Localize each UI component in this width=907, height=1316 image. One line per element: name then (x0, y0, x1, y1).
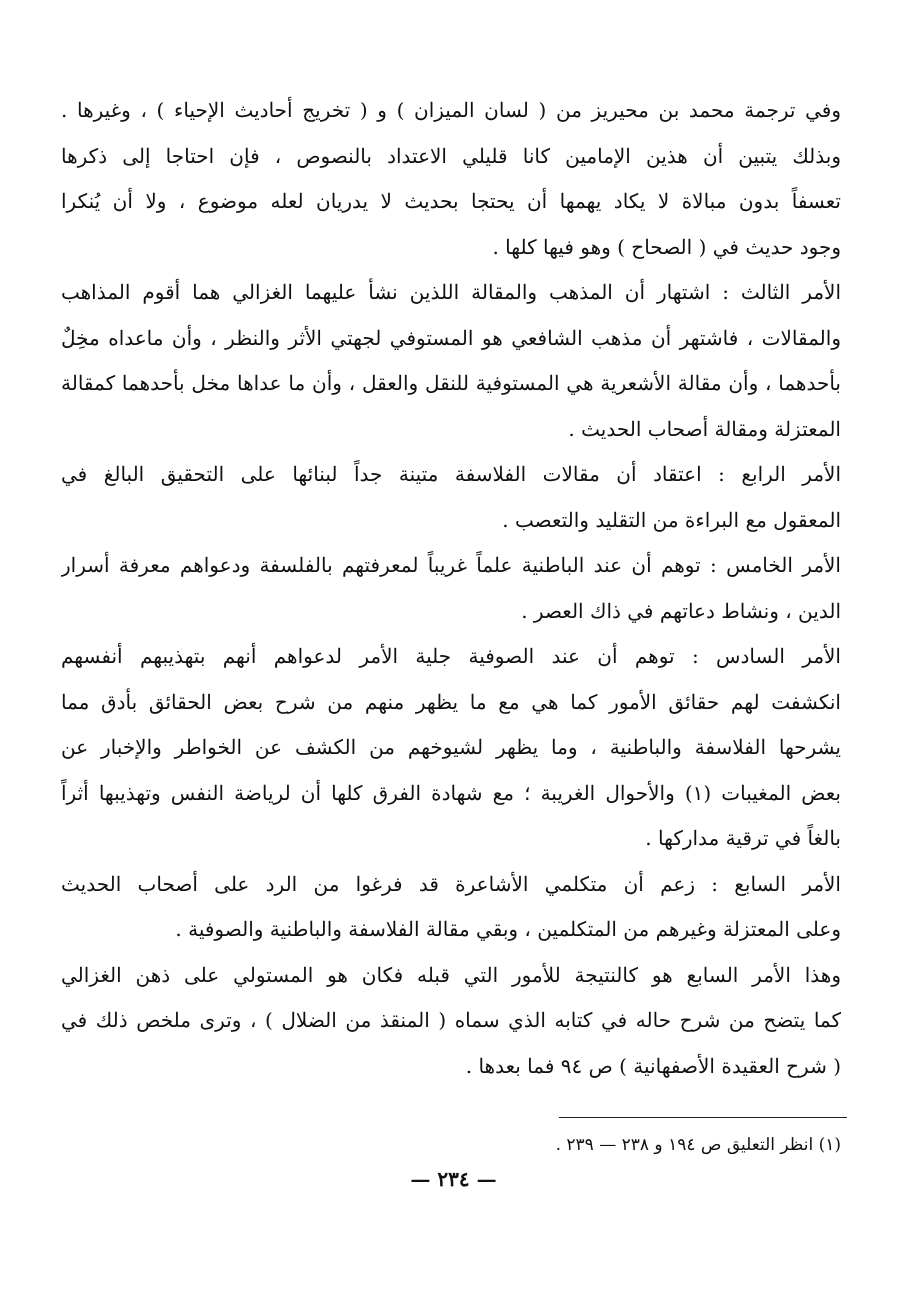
text-line: وعلى المعتزلة وغيرهم من المتكلمين ، وبقي مقالة الفلاسفة والباطنية والصوفية . (175, 917, 841, 941)
text-line: الأمر الثالث : اشتهار أن المذهب والمقالة اللذين نشأ عليهما الغزالي هما أقوم المذاهب (61, 280, 841, 304)
page-number: — ٢٣٤ — (410, 1167, 497, 1191)
text-line: انكشفت لهم حقائق الأمور كما هي مع ما يظهر منهم من شرح بعض الحقائق بأدق مما (61, 689, 841, 714)
text-line: الأمر السادس : توهم أن عند الصوفية جلية الأمر لدعواهم أنهم بتهذيبهم أنفسهم (61, 644, 841, 668)
text-line: المعقول مع البراءة من التقليد والتعصب . (502, 507, 841, 532)
text-line: وفي ترجمة محمد بن محيريز من ( لسان الميزان ) و ( تخريج أحاديث الإحياء ) ، وغيرها . (61, 98, 841, 122)
text-line: وهذا الأمر السابع هو كالنتيجة للأمور التي قبله فكان هو المستولي على ذهن الغزالي (61, 962, 841, 987)
text-line: ( شرح العقيدة الأصفهانية ) ص ٩٤ فما بعدها . (465, 1053, 841, 1078)
text-line: تعسفاً بدون مبالاة لا يكاد يهمها أن يحتجا بحديث لا يدريان لعله موضوع ، ولا أن يُنكرا (61, 189, 841, 213)
text-line: يشرحها الفلاسفة والباطنية ، وما يظهر لشيوخهم من الكشف عن الخواطر والإخبار عن (61, 735, 841, 759)
text-line: الدين ، ونشاط دعاتهم في ذاك العصر . (521, 598, 841, 623)
text-line: الأمر السابع : زعم أن متكلمي الأشاعرة قد فرغوا من الرد على أصحاب الحديث (61, 871, 841, 896)
footnote-divider (559, 1117, 847, 1118)
text-line: وبذلك يتبين أن هذين الإمامين كانا قليلي الاعتداد بالنصوص ، فإن احتاجا إلى ذكرها (61, 143, 841, 168)
text-line: الأمر الرابع : اعتقاد أن مقالات الفلاسفة متينة جداً لبنائها على التحقيق البالغ في (61, 462, 841, 486)
text-line: وجود حديث في ( الصحاح ) وهو فيها كلها . (492, 234, 841, 259)
text-line: بأحدهما ، وأن مقالة الأشعرية هي المستوفية للنقل والعقل ، وأن ما عداها مخل بأحدهما كمقالة (61, 371, 841, 395)
main-text-block (61, 88, 841, 1089)
text-line: بالغاً في ترقية مداركها . (645, 826, 841, 850)
text-line: كما يتضح من شرح حاله في كتابه الذي سماه ( المنقذ من الضلال ) ، وترى ملخص ذلك في (61, 1008, 841, 1032)
text-line: المعتزلة ومقالة أصحاب الحديث . (568, 416, 841, 441)
footnote: (١) انظر التعليق ص ١٩٤ و ٢٣٨ — ٢٣٩ . (555, 1135, 841, 1155)
text-line: والمقالات ، فاشتهر أن مذهب الشافعي هو المستوفي لجهتي الأثر والنظر ، وأن ماعداه مخِلٌ (61, 325, 841, 350)
text-line: بعض المغيبات (١) والأحوال الغريبة ؛ مع شهادة الفرق كلها أن لرياضة النفس وتهذيبها أثراً (61, 780, 841, 805)
text-line: الأمر الخامس : توهم أن عند الباطنية علماً غريباً لمعرفتهم بالفلسفة ودعواهم معرفة أسرار (61, 553, 841, 577)
